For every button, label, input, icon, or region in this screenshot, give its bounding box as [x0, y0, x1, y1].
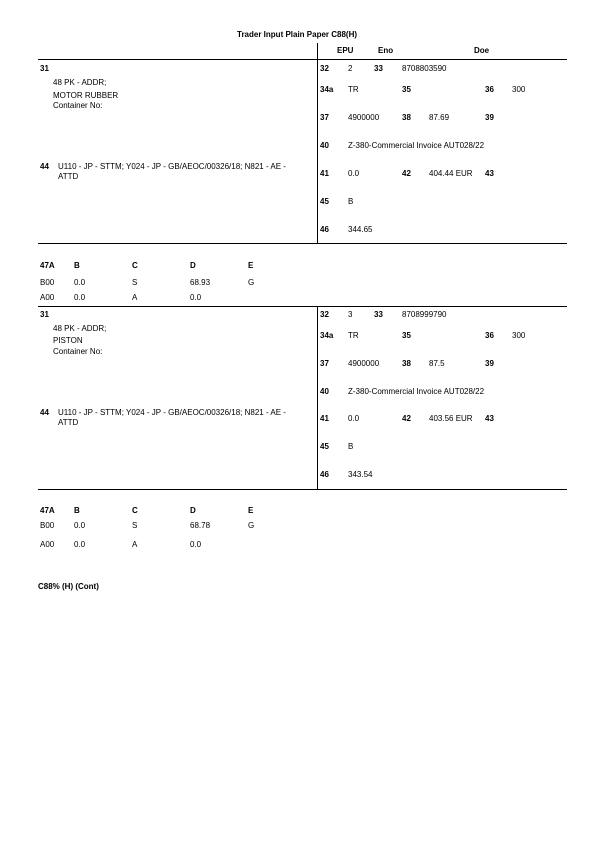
tax-type: A00 — [40, 293, 55, 302]
tax-type: A00 — [40, 540, 55, 549]
container-label: Container No: — [53, 101, 103, 110]
box41-label: 41 — [320, 169, 329, 178]
tax-c: A — [132, 293, 138, 302]
box40-label: 40 — [320, 387, 329, 396]
box33-label: 33 — [374, 64, 383, 73]
box32-label: 32 — [320, 310, 329, 319]
previous-document: Z-380-Commercial Invoice AUT028/22 — [348, 141, 485, 150]
tax-header-e: E — [248, 506, 254, 515]
item-rule — [38, 243, 567, 244]
continuation-label: C88% (H) (Cont) — [38, 582, 99, 591]
box32-label: 32 — [320, 64, 329, 73]
box44-label: 44 — [40, 408, 49, 417]
box36-label: 36 — [485, 331, 494, 340]
additional-info-line2: ATTD — [58, 418, 79, 427]
tax-header-d: D — [190, 261, 196, 270]
box46-label: 46 — [320, 470, 329, 479]
item-price: 404.44 EUR — [429, 169, 473, 178]
box36-label: 36 — [485, 85, 494, 94]
additional-info-line1: U110 - JP - STTM; Y024 - JP - GB/AEOC/00326/18; N821 - AE - — [58, 162, 286, 171]
box43-label: 43 — [485, 414, 494, 423]
tax-header-e: E — [248, 261, 254, 270]
origin-country: TR — [348, 85, 359, 94]
commodity-code: 8708803590 — [402, 64, 447, 73]
box44-label: 44 — [40, 162, 49, 171]
goods-description-line2: MOTOR RUBBER — [53, 91, 119, 100]
tax-b: 0.0 — [74, 293, 86, 302]
box43-label: 43 — [485, 169, 494, 178]
tax-header-b: B — [74, 506, 80, 515]
box37-label: 37 — [320, 359, 329, 368]
additional-info-line1: U110 - JP - STTM; Y024 - JP - GB/AEOC/00326/18; N821 - AE - — [58, 408, 286, 417]
box35-label: 35 — [402, 331, 411, 340]
box34a-label: 34a — [320, 331, 334, 340]
commodity-code: 8708999790 — [402, 310, 447, 319]
box45-label: 45 — [320, 442, 329, 451]
doe-header: Doe — [474, 46, 490, 55]
box39-label: 39 — [485, 113, 494, 122]
statistical-value: 343.54 — [348, 470, 373, 479]
tax-c: S — [132, 521, 138, 530]
additional-info-line2: ATTD — [58, 172, 79, 181]
tax-e: G — [248, 278, 255, 287]
adjustment: B — [348, 197, 354, 206]
box34a-label: 34a — [320, 85, 334, 94]
container-label: Container No: — [53, 347, 103, 356]
header-rule — [38, 59, 567, 60]
supplementary-units: 0.0 — [348, 169, 360, 178]
procedure-code: 4900000 — [348, 359, 380, 368]
box38-label: 38 — [402, 359, 411, 368]
goods-description-line2: PISTON — [53, 336, 83, 345]
eno-header: Eno — [378, 46, 394, 55]
tax-type: B00 — [40, 521, 55, 530]
goods-description-line1: 48 PK - ADDR; — [53, 78, 107, 87]
origin-country: TR — [348, 331, 359, 340]
tax-header-d: D — [190, 506, 196, 515]
procedure-code: 4900000 — [348, 113, 380, 122]
item-number: 2 — [348, 64, 353, 73]
tax-header-c: C — [132, 506, 138, 515]
item-price: 403.56 EUR — [429, 414, 473, 423]
tax-e: G — [248, 521, 255, 530]
supplementary-units: 0.0 — [348, 414, 360, 423]
item-separator — [38, 306, 567, 307]
net-mass: 87.5 — [429, 359, 445, 368]
item-divider — [317, 59, 318, 243]
epu-header: EPU — [337, 46, 354, 55]
item-divider — [317, 306, 318, 489]
tax-header-c: C — [132, 261, 138, 270]
adjustment: B — [348, 442, 354, 451]
box31-label: 31 — [40, 64, 49, 73]
box42-label: 42 — [402, 414, 411, 423]
box41-label: 41 — [320, 414, 329, 423]
tax-header-type: 47A — [40, 506, 55, 515]
box31-label: 31 — [40, 310, 49, 319]
box40-label: 40 — [320, 141, 329, 150]
box45-label: 45 — [320, 197, 329, 206]
tax-b: 0.0 — [74, 540, 86, 549]
tax-d: 0.0 — [190, 293, 202, 302]
previous-document: Z-380-Commercial Invoice AUT028/22 — [348, 387, 485, 396]
tax-type: B00 — [40, 278, 55, 287]
tax-d: 0.0 — [190, 540, 202, 549]
page-title: Trader Input Plain Paper C88(H) — [237, 30, 358, 39]
preference-code: 300 — [512, 331, 526, 340]
box38-label: 38 — [402, 113, 411, 122]
header-divider — [317, 43, 318, 59]
item-number: 3 — [348, 310, 353, 319]
box33-label: 33 — [374, 310, 383, 319]
box42-label: 42 — [402, 169, 411, 178]
box35-label: 35 — [402, 85, 411, 94]
tax-header-type: 47A — [40, 261, 55, 270]
tax-b: 0.0 — [74, 521, 86, 530]
box39-label: 39 — [485, 359, 494, 368]
net-mass: 87.69 — [429, 113, 450, 122]
item-rule — [38, 489, 567, 490]
statistical-value: 344.65 — [348, 225, 373, 234]
tax-header-b: B — [74, 261, 80, 270]
tax-c: A — [132, 540, 138, 549]
tax-b: 0.0 — [74, 278, 86, 287]
tax-c: S — [132, 278, 138, 287]
box46-label: 46 — [320, 225, 329, 234]
tax-d: 68.93 — [190, 278, 211, 287]
box37-label: 37 — [320, 113, 329, 122]
tax-d: 68.78 — [190, 521, 211, 530]
goods-description-line1: 48 PK - ADDR; — [53, 324, 107, 333]
preference-code: 300 — [512, 85, 526, 94]
